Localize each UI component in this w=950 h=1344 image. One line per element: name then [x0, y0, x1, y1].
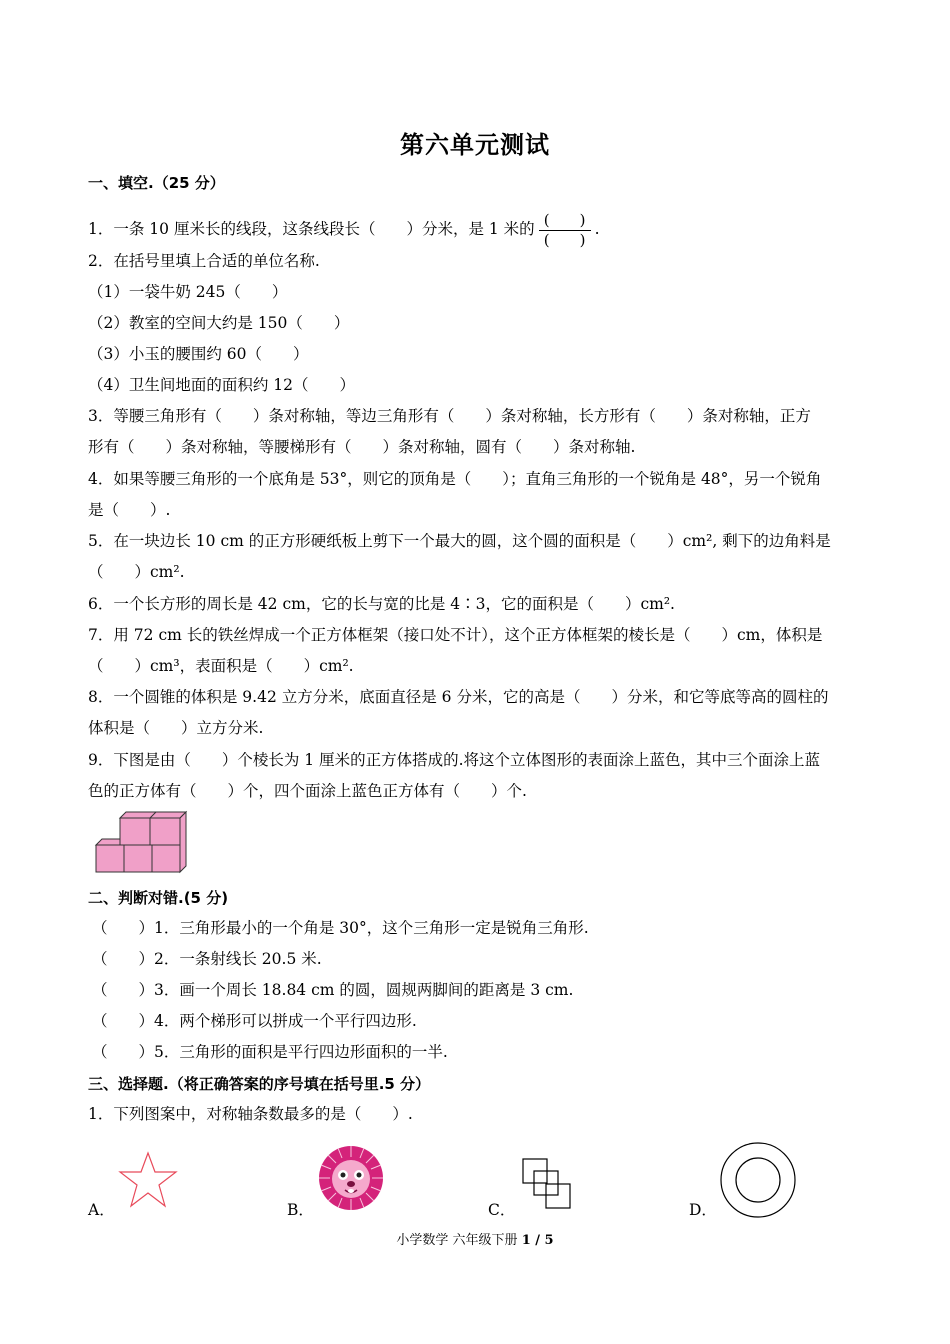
- question-1-text: 1．一条 10 厘米长的线段，这条线段长（ ）分米，是 1 米的: [88, 220, 535, 238]
- section-1-heading: 一、填空.（25 分）: [88, 174, 225, 192]
- question-1-end: .: [594, 220, 600, 238]
- question-4-line-1: 4．如果等腰三角形的一个底角是 53°，则它的顶角是（ ）；直角三角形的一个锐角是 48°，另一个锐角: [88, 470, 822, 488]
- page-footer: [0, 1229, 950, 1248]
- option-b-label: B．: [287, 1201, 314, 1219]
- judge-item-2: （ ）2．一条射线长 20.5 米.: [92, 950, 322, 968]
- question-4-line-2: 是（ ）.: [88, 501, 171, 519]
- question-7-line-1: 7．用 72 cm 长的铁丝焊成一个正方体框架（接口处不计），这个正方体框架的棱长是（ ）cm，体积是: [88, 626, 823, 644]
- question-8-line-1: 8．一个圆锥的体积是 9.42 立方分米，底面直径是 6 分米，它的高是（ ）分米，和它等底等高的圆柱的: [88, 688, 829, 706]
- lion-face-icon: [318, 1145, 384, 1211]
- judge-item-5: （ ）5．三角形的面积是平行四边形面积的一半.: [92, 1043, 448, 1061]
- question-5-line-2: （ ）cm².: [88, 563, 185, 581]
- question-2-item-4: （4）卫生间地面的面积约 12（ ）: [88, 376, 356, 394]
- choice-question-1: 1．下列图案中，对称轴条数最多的是（ ）.: [88, 1105, 413, 1123]
- question-2-item-3: （3）小玉的腰围约 60（ ）: [88, 345, 309, 363]
- question-5-line-1: 5．在一块边长 10 cm 的正方形硬纸板上剪下一个最大的圆，这个圆的面积是（ ）cm², 剩下的边角料是: [88, 532, 831, 550]
- question-1: [88, 210, 600, 250]
- fraction-blank: [535, 210, 595, 250]
- question-2-item-1: （1）一袋牛奶 245（ ）: [88, 283, 288, 301]
- judge-item-4: （ ）4．两个梯形可以拼成一个平行四边形.: [92, 1012, 417, 1030]
- question-7-line-2: （ ）cm³，表面积是（ ）cm².: [88, 657, 354, 675]
- judge-item-1: （ ）1．三角形最小的一个角是 30°，这个三角形一定是锐角三角形.: [92, 919, 589, 937]
- footer-text: 小学数学 六年级下册: [396, 1233, 522, 1248]
- page-title: 第六单元测试: [400, 130, 550, 159]
- cube-stack-figure: [92, 810, 188, 874]
- section-3-heading: 三、选择题.（将正确答案的序号填在括号里.5 分）: [88, 1075, 431, 1093]
- section-2-heading: 二、判断对错.(5 分): [88, 889, 229, 907]
- option-d-label: D．: [689, 1201, 717, 1219]
- fraction-denominator: ( ): [543, 231, 586, 249]
- question-3-line-1: 3．等腰三角形有（ ）条对称轴，等边三角形有（ ）条对称轴，长方形有（ ）条对称轴，正方: [88, 407, 811, 425]
- star-icon: [116, 1150, 180, 1210]
- question-8-line-2: 体积是（ ）立方分米.: [88, 719, 264, 737]
- fraction-numerator: ( ): [543, 211, 586, 229]
- page-number: 1 / 5: [521, 1233, 554, 1248]
- question-9-line-2: 色的正方体有（ ）个，四个面涂上蓝色正方体有（ ）个.: [88, 782, 527, 800]
- concentric-circles-icon: [718, 1140, 798, 1220]
- question-2: 2．在括号里填上合适的单位名称.: [88, 252, 320, 270]
- question-6: 6．一个长方形的周长是 42 cm，它的长与宽的比是 4∶3，它的面积是（ ）cm².: [88, 595, 675, 613]
- question-2-item-2: （2）教室的空间大约是 150（ ）: [88, 314, 350, 332]
- option-a-label: A．: [88, 1201, 115, 1219]
- judge-item-3: （ ）3．画一个周长 18.84 cm 的圆，圆规两脚间的距离是 3 cm.: [92, 981, 574, 999]
- overlapping-squares-icon: [522, 1158, 572, 1210]
- option-c-label: C．: [488, 1201, 516, 1219]
- question-3-line-2: 形有（ ）条对称轴，等腰梯形有（ ）条对称轴，圆有（ ）条对称轴.: [88, 438, 636, 456]
- question-9-line-1: 9．下图是由（ ）个棱长为 1 厘米的正方体搭成的.将这个立体图形的表面涂上蓝色，其中三个面涂上蓝: [88, 751, 821, 769]
